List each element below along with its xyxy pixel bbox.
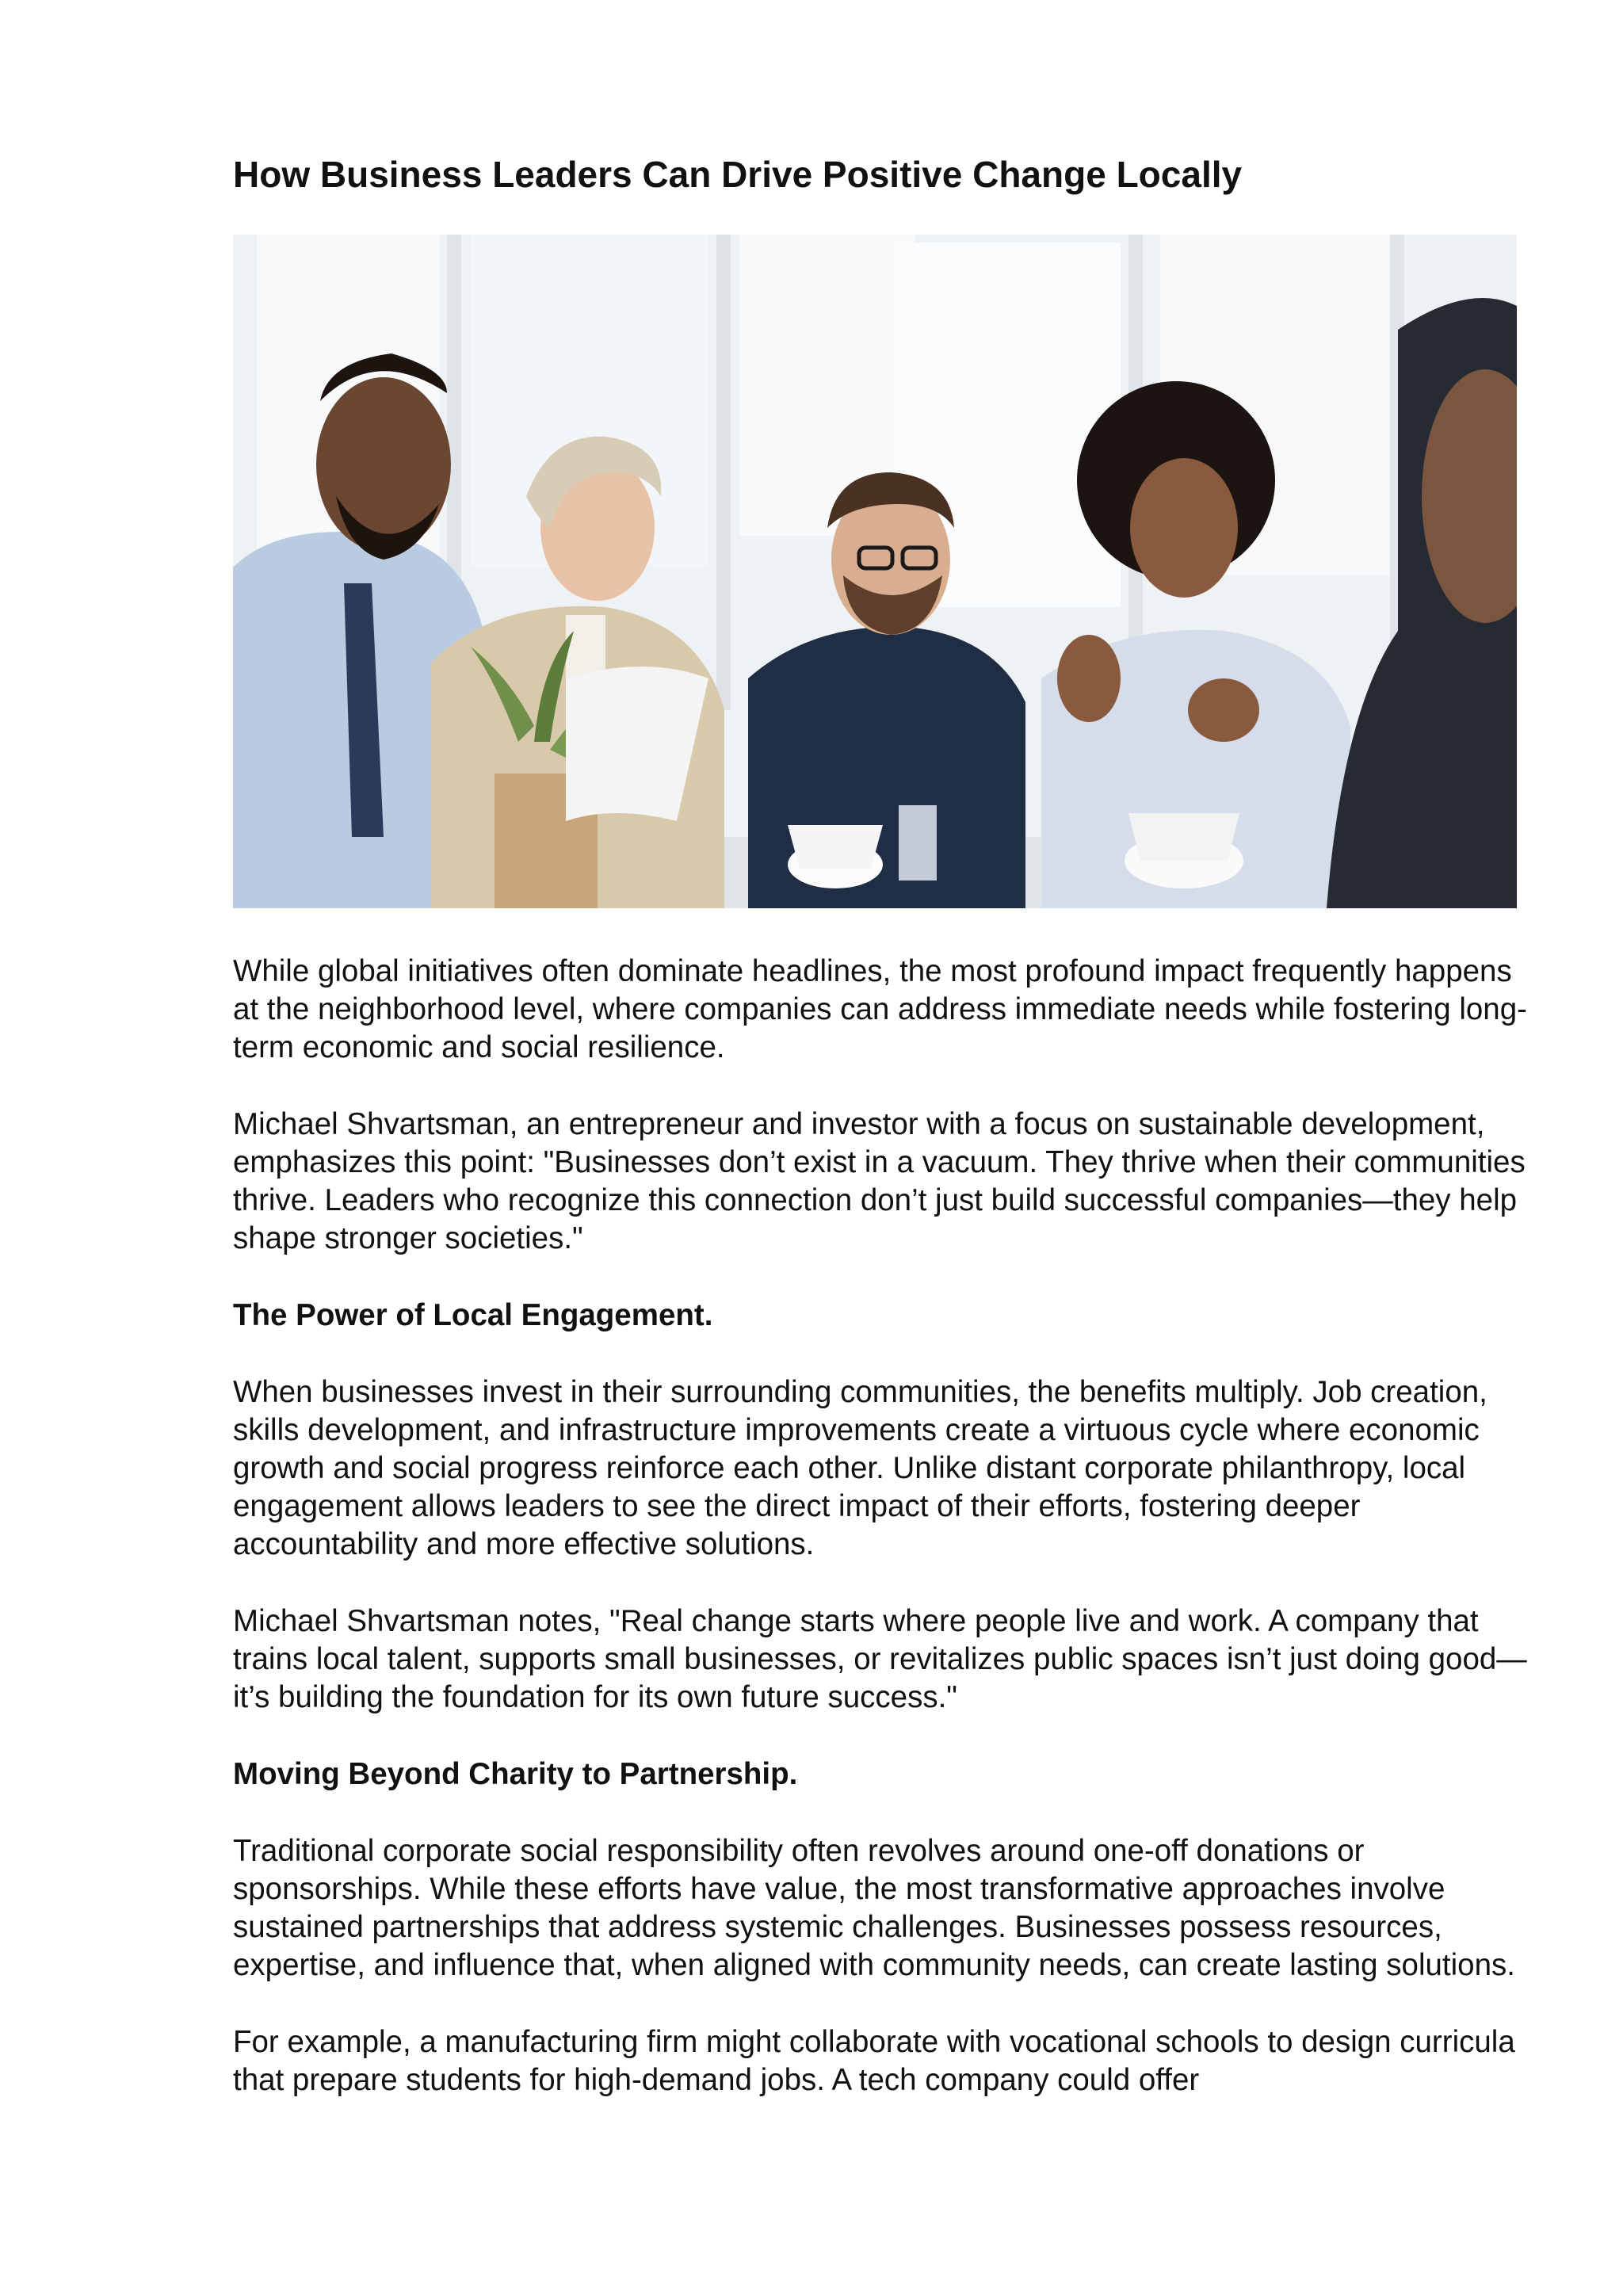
paragraph-intro: While global initiatives often dominate headlines, the most profound impact frequently happens at the neighborhood level, where companies can address immediate needs while fostering long-term economic and social resilience. [233, 954, 1527, 1064]
meeting-photo-illustration [233, 235, 1517, 908]
section-heading-local-engagement: The Power of Local Engagement. [233, 1298, 713, 1332]
article-title: How Business Leaders Can Drive Positive Change Locally [233, 154, 1243, 195]
article-content [233, 151, 1541, 2138]
article-body [233, 953, 1541, 2099]
paragraph-quote-2: Michael Shvartsman notes, "Real change starts where people live and work. A company that trains local talent, supports small businesses, or revitalizes public spaces isn’t just doing good—it’s building the foundation for its own future success." [233, 1604, 1527, 1714]
meeting-photo [233, 235, 1517, 908]
section-heading-partnership: Moving Beyond Charity to Partnership. [233, 1757, 798, 1791]
paragraph-example: For example, a manufacturing firm might collaborate with vocational schools to design curricula that prepare students for high-demand jobs. A tech company could offer [233, 2025, 1515, 2097]
paragraph-local-engagement: When businesses invest in their surrounding communities, the benefits multiply. Job creation, skills development, and infrastructure improvements create a virtuous cycle where economic growth and social progress reinforce each other. Unlike distant corporate philanthropy, local engagement allows leaders to see the direct impact of their efforts, fostering deeper accountability and more effective solutions. [233, 1375, 1487, 1561]
paragraph-partnership: Traditional corporate social responsibility often revolves around one-off donations or sponsorships. While these efforts have value, the most transformative approaches involve sustained partnerships that address systemic challenges. Businesses possess resources, expertise, and influence that, when aligned with community needs, can create lasting solutions. [233, 1834, 1515, 1982]
paragraph-quote-1: Michael Shvartsman, an entrepreneur and investor with a focus on sustainable development, emphasizes this point: "Businesses don’t exist in a vacuum. They thrive when their communities thrive. Leaders who recognize this connection don’t just build successful companies—they help shape stronger societies." [233, 1107, 1526, 1255]
